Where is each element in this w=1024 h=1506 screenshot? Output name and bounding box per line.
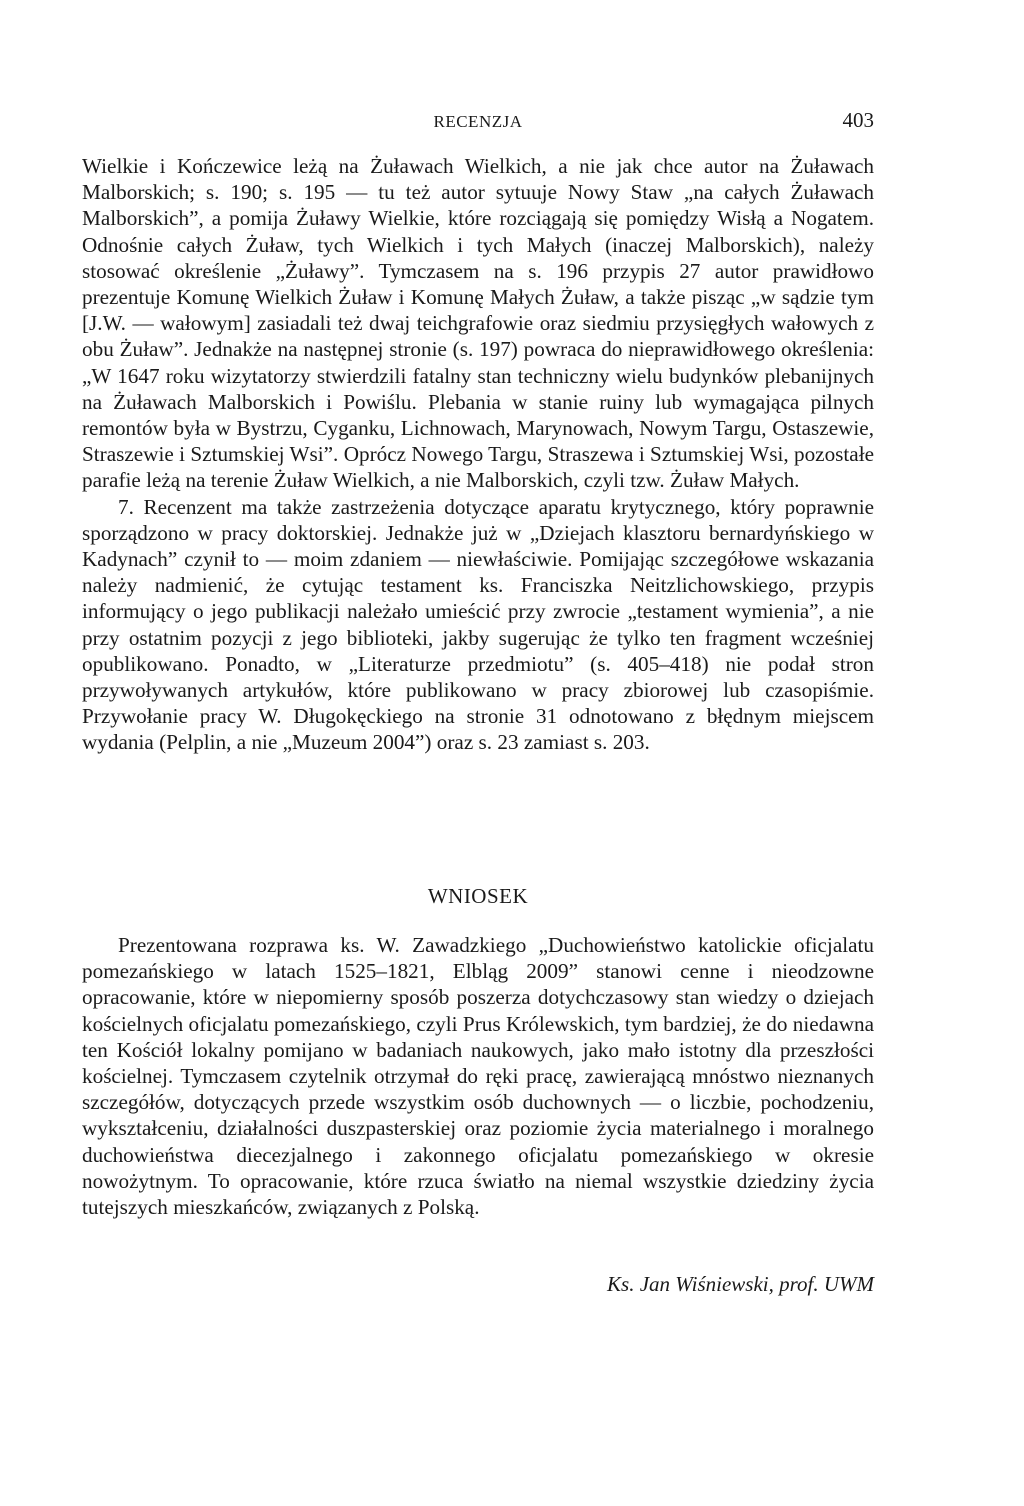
document-page [82,0,874,1506]
conclusion-paragraph: Prezentowana rozprawa ks. W. Zawadzkiego „Duchowieństwo katolickie oficjalatu pomezańskiego w latach 1525–1821, Elbląg 2009” stanowi cenne i nieodzowne opracowanie, które w niepomierny sposób poszerza dotychczasowy stan wiedzy o dziejach kościelnych oficjalatu pomezańskiego, czyli Prus Królewskich, tym bardziej, że do niedawna ten Kościół lokalny pomijano w badaniach naukowych, jako mało istotny dla przeszłości kościelnej. Tymczasem czytelnik otrzymał do ręki pracę, zawierającą mnóstwo nieznanych szczegółów, dotyczących przede wszystkim osób duchownych — o liczbie, pochodzeniu, wykształceniu, działalności duszpasterskiej oraz poziomie życia materialnego i moralnego duchowieństwa diecezjalnego i zakonnego oficjalatu pomezańskiego w okresie nowożytnym. To opracowanie, które rzuca światło na niemal wszystkie dziedziny życia tutejszych mieszkańców, związanych z Polską. [82,933,874,1220]
body-paragraph: Wielkie i Kończewice leżą na Żuławach Wielkich, a nie jak chce autor na Żuławach Malborskich; s. 190; s. 195 — tu też autor sytuuje Nowy Staw „na całych Żuławach Malborskich”, a pomija Żuławy Wielkie, które rozciągają się pomiędzy Wisłą a Nogatem. Odnośnie całych Żuław, tych Wielkich i tych Małych (inaczej Malborskich), należy stosować określenie „Żuławy”. Tymczasem na s. 196 przypis 27 autor prawidłowo prezentuje Komunę Wielkich Żuław i Komunę Małych Żuław, a także pisząc „w sądzie tym [J.W. — wałowym] zasiadali też dwaj teichgrafowie oraz siedmiu przysięgłych wałowych z obu Żuław”. Jednakże na następnej stronie (s. 197) powraca do nieprawidłowego określenia: „W 1647 roku wizytatorzy stwierdzili fatalny stan techniczny wielu budynków plebanijnych na Żuławach Malborskich i Powiślu. Plebania w stanie ruiny lub wymagająca pilnych remontów była w Bystrzu, Cyganku, Lichnowach, Marynowach, Nowym Targu, Ostaszewie, Straszewie i Sztumskiej Wsi”. Oprócz Nowego Targu, Straszewa i Sztumskiej Wsi, pozostałe parafie leżą na terenie Żuław Wielkich, a nie Malborskich, czyli tzw. Żuław Małych. [82,154,874,493]
body-paragraph: 7. Recenzent ma także zastrzeżenia dotyczące aparatu krytycznego, który poprawnie sporządzono w pracy doktorskiej. Jednakże już w „Dziejach klasztoru bernardyńskiego w Kadynach” czynił to — moim zdaniem — niewłaściwie. Pomijając szczegółowe wskazania należy nadmienić, że cytując testament ks. Franciszka Neitzlichowskiego, przypis informujący o jego publikacji należało umieścić przy zwrocie „testament wymienia”, a nie przy ostatnim pozycji z jego biblioteki, jakby sugerując że tylko ten fragment wcześniej opublikowano. Ponadto, w „Literaturze przedmiotu” (s. 405–418) nie podał stron przywoływanych artykułów, które publikowano w pracy zbiorowej lub czasopiśmie. Przywołanie pracy W. Długokęckiego na stronie 31 odnotowano z błędnym miejscem wydania (Pelplin, a nie „Muzeum 2004”) oraz s. 23 zamiast s. 203. [82,494,874,755]
conclusion-section [82,932,874,1220]
running-title: RECENZJA [433,112,523,131]
page-number: 403 [842,108,874,132]
running-head [82,108,874,138]
author-signature: Ks. Jan Wiśniewski, prof. UWM [607,1272,874,1296]
section-heading: WNIOSEK [427,884,529,908]
body-text [82,153,874,756]
